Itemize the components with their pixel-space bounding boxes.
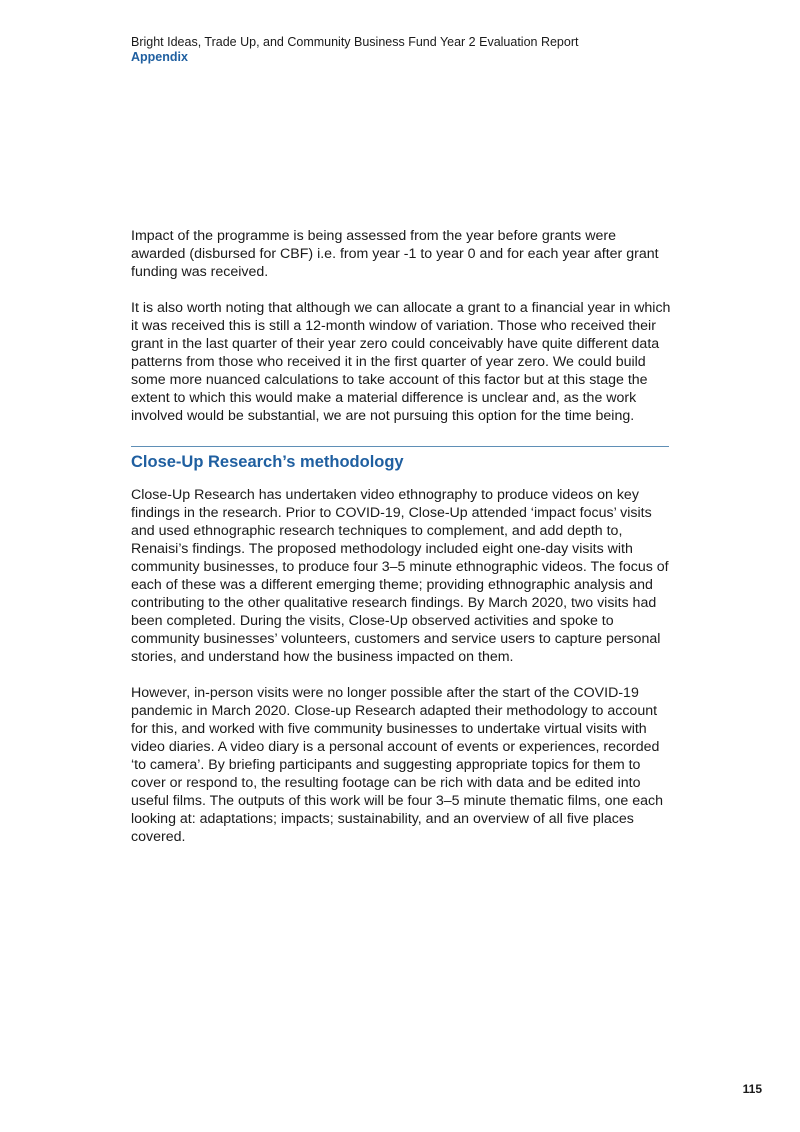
section-heading: Close-Up Research’s methodology [131,453,404,471]
paragraph-impact-assessment: Impact of the programme is being assessed from the year before grants were awarded (disbursed for CBF) i.e. from year -1 to year 0 and for each year after grant funding was received. [131,228,659,280]
paragraph-video-ethnography: Close-Up Research has undertaken video ethnography to produce videos on key findings in the research. Prior to COVID-19, Close-Up attended ‘impact focus’ visits and used ethnographic research techniques to complement, and add depth to, Renaisi’s findings. The proposed methodology included eight one-day visits with community businesses, to produce four 3–5 minute ethnographic videos. The focus of each of these was a different emerging theme; providing ethnographic analysis and contributing to the other qualitative research findings. By March 2020, two visits had been completed. During the visits, Close-Up observed activities and spoke to community businesses’ volunteers, customers and service users to capture personal stories, and understand how the business impacted on them. [131,487,669,665]
page-number: 115 [742,1082,762,1096]
page-header [131,35,691,65]
report-title: Bright Ideas, Trade Up, and Community Business Fund Year 2 Evaluation Report [131,35,579,49]
main-content [131,227,671,846]
paragraph-virtual-visits: However, in-person visits were no longer possible after the start of the COVID-19 pandemic in March 2020. Close-up Research adapted their methodology to account for this, and worked with five community businesses to undertake virtual visits with video diaries. A video diary is a personal account of events or experiences, recorded ‘to camera’. By briefing participants and suggesting appropriate topics for them to cover or respond to, the resulting footage can be rich with data and be edited into useful films. The outputs of this work will be four 3–5 minute thematic films, one each looking at: adaptations; impacts; sustainability, and an overview of all five places covered. [131,685,664,845]
paragraph-financial-year-note: It is also worth noting that although we can allocate a grant to a financial year in which it was received this is still a 12-month window of variation. Those who received their grant in the last quarter of their year zero could conceivably have quite different data patterns from those who received it in the first quarter of year zero. We could build some more nuanced calculations to take account of this factor but at this stage the extent to which this would make a material difference is unclear and, as the work involved would be substantial, we are not pursuing this option for the time being. [131,300,671,424]
section-divider [131,446,669,447]
section-label: Appendix [131,50,188,64]
